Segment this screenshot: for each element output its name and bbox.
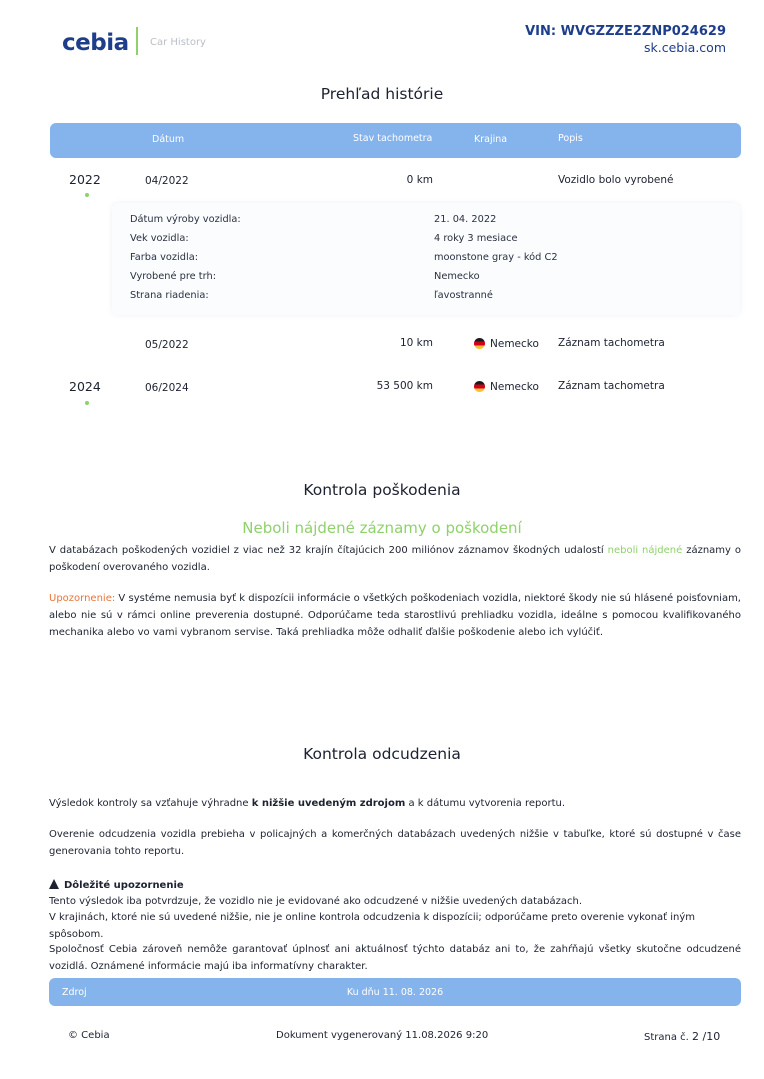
- history-table-header: [50, 123, 741, 158]
- damage-warning-paragraph: [49, 590, 741, 641]
- entry-date: 05/2022: [145, 339, 189, 351]
- entry-date: 04/2022: [145, 175, 189, 187]
- detail-label: Vek vozidla:: [130, 233, 189, 244]
- germany-flag-icon: [474, 381, 485, 392]
- year-2022: 2022: [69, 172, 101, 187]
- warning-icon: [49, 879, 59, 889]
- damage-title: Kontrola poškodenia: [303, 481, 461, 499]
- cebia-logo: cebia: [62, 30, 129, 56]
- bold-text: k nižšie uvedeným zdrojom: [251, 798, 406, 809]
- detail-value: ľavostranné: [434, 290, 493, 301]
- col-description: Popis: [558, 133, 583, 144]
- text: Výsledok kontroly sa vzťahuje výhradne: [49, 798, 252, 809]
- text: V databázach poškodených vozidiel z viac než 32 krajín čítajúcich 200 miliónov záznamov škodných udalostí: [49, 545, 608, 556]
- col-odometer: Stav tachometra: [353, 133, 433, 144]
- text: Dôležité upozornenie: [64, 880, 184, 891]
- detail-value: 4 roky 3 mesiace: [434, 233, 518, 244]
- theft-paragraph-1: [49, 795, 741, 812]
- timeline-dot: [85, 193, 89, 197]
- source-table-header: [49, 978, 741, 1006]
- damage-paragraph: [49, 542, 741, 576]
- detail-label: Farba vozidla:: [130, 252, 199, 263]
- col-country: Krajina: [474, 134, 508, 145]
- text: V systéme nemusia byť k dispozícii informácie o všetkých poškodeniach vozidla, niektoré škody nie sú hlásené poisťovniam, alebo nie sú v rámci online preverenia dostupné. Odporúčame teda starostlivú prehliadku vozidla, ideálne s pomocou kvalifikovaného mechanika alebo vo vami vybranom servise. Taká prehliadka môže odhaliť ďalšie poškodenie alebo ich vylúčiť.: [49, 593, 741, 638]
- warning-line-1: Tento výsledok iba potvrdzuje, že vozidlo nie je evidované ako odcudzené v nižšie uvedených databázach.: [49, 896, 583, 907]
- warning-line-2: V krajinách, ktoré nie sú uvedené nižšie, nie je online kontrola odcudzenia k dispozícii; odporúčame preto overenie vykonať iným spôsobom.: [49, 912, 696, 940]
- important-warning-title: [49, 879, 184, 891]
- entry-odometer: 0 km: [406, 174, 433, 186]
- text: a k dátumu vytvorenia reportu.: [405, 798, 566, 809]
- detail-label: Vyrobené pre trh:: [130, 271, 217, 282]
- detail-label: Dátum výroby vozidla:: [130, 214, 241, 225]
- entry-country: [474, 381, 539, 393]
- page-number: 2 /10: [692, 1030, 721, 1043]
- detail-value: Nemecko: [434, 271, 480, 282]
- page-label: Strana č.: [644, 1032, 689, 1043]
- detail-value: 21. 04. 2022: [434, 214, 497, 225]
- year-2024: 2024: [69, 379, 101, 394]
- entry-country: [474, 338, 539, 350]
- footer-copyright: © Cebia: [68, 1030, 110, 1041]
- theft-title: Kontrola odcudzenia: [303, 745, 461, 763]
- theft-paragraph-2: Overenie odcudzenia vozidla prebieha v policajných a komerčných databázach uvedených nižšie v tabuľke, ktoré sú dostupné v čase generovania tohto reportu.: [49, 829, 741, 857]
- history-title: Prehľad histórie: [320, 85, 444, 103]
- entry-description: Vozidlo bolo vyrobené: [558, 174, 674, 186]
- site-url: sk.cebia.com: [643, 40, 726, 55]
- footer-generated: Dokument vygenerovaný 11.08.2026 9:20: [276, 1030, 489, 1041]
- germany-flag-icon: [474, 338, 485, 349]
- country-name: Nemecko: [490, 338, 539, 350]
- col-date: Dátum: [152, 134, 185, 145]
- timeline-dot: [85, 401, 89, 405]
- logo-divider: [136, 27, 138, 55]
- detail-value: moonstone gray - kód C2: [434, 252, 558, 263]
- warning-label: Upozornenie:: [49, 593, 116, 604]
- source-label: Zdroj: [62, 987, 87, 998]
- vin-number: VIN: WVGZZZE2ZNP024629: [525, 24, 726, 39]
- footer-page: [644, 1030, 720, 1043]
- detail-label: Strana riadenia:: [130, 290, 209, 301]
- entry-odometer: 53 500 km: [376, 380, 433, 392]
- entry-date: 06/2024: [145, 382, 189, 394]
- entry-odometer: 10 km: [399, 337, 433, 349]
- text: záznamy o poškodení overovaného vozidla.: [49, 545, 741, 573]
- damage-subtitle: Neboli nájdené záznamy o poškodení: [242, 519, 522, 537]
- entry-description: Záznam tachometra: [558, 380, 665, 392]
- entry-description: Záznam tachometra: [558, 337, 665, 349]
- country-name: Nemecko: [490, 381, 539, 393]
- source-date: Ku dňu 11. 08. 2026: [346, 987, 444, 998]
- highlight-text: neboli nájdené: [607, 545, 683, 556]
- logo-subtitle: Car History: [150, 37, 206, 48]
- theft-paragraph-3: Spoločnosť Cebia zároveň nemôže garantovať úplnosť ani aktuálnosť týchto databáz ani to, že zahŕňajú všetky skutočne odcudzené vozidlá. Oznámené informácie majú iba informatívny charakter.: [49, 944, 741, 972]
